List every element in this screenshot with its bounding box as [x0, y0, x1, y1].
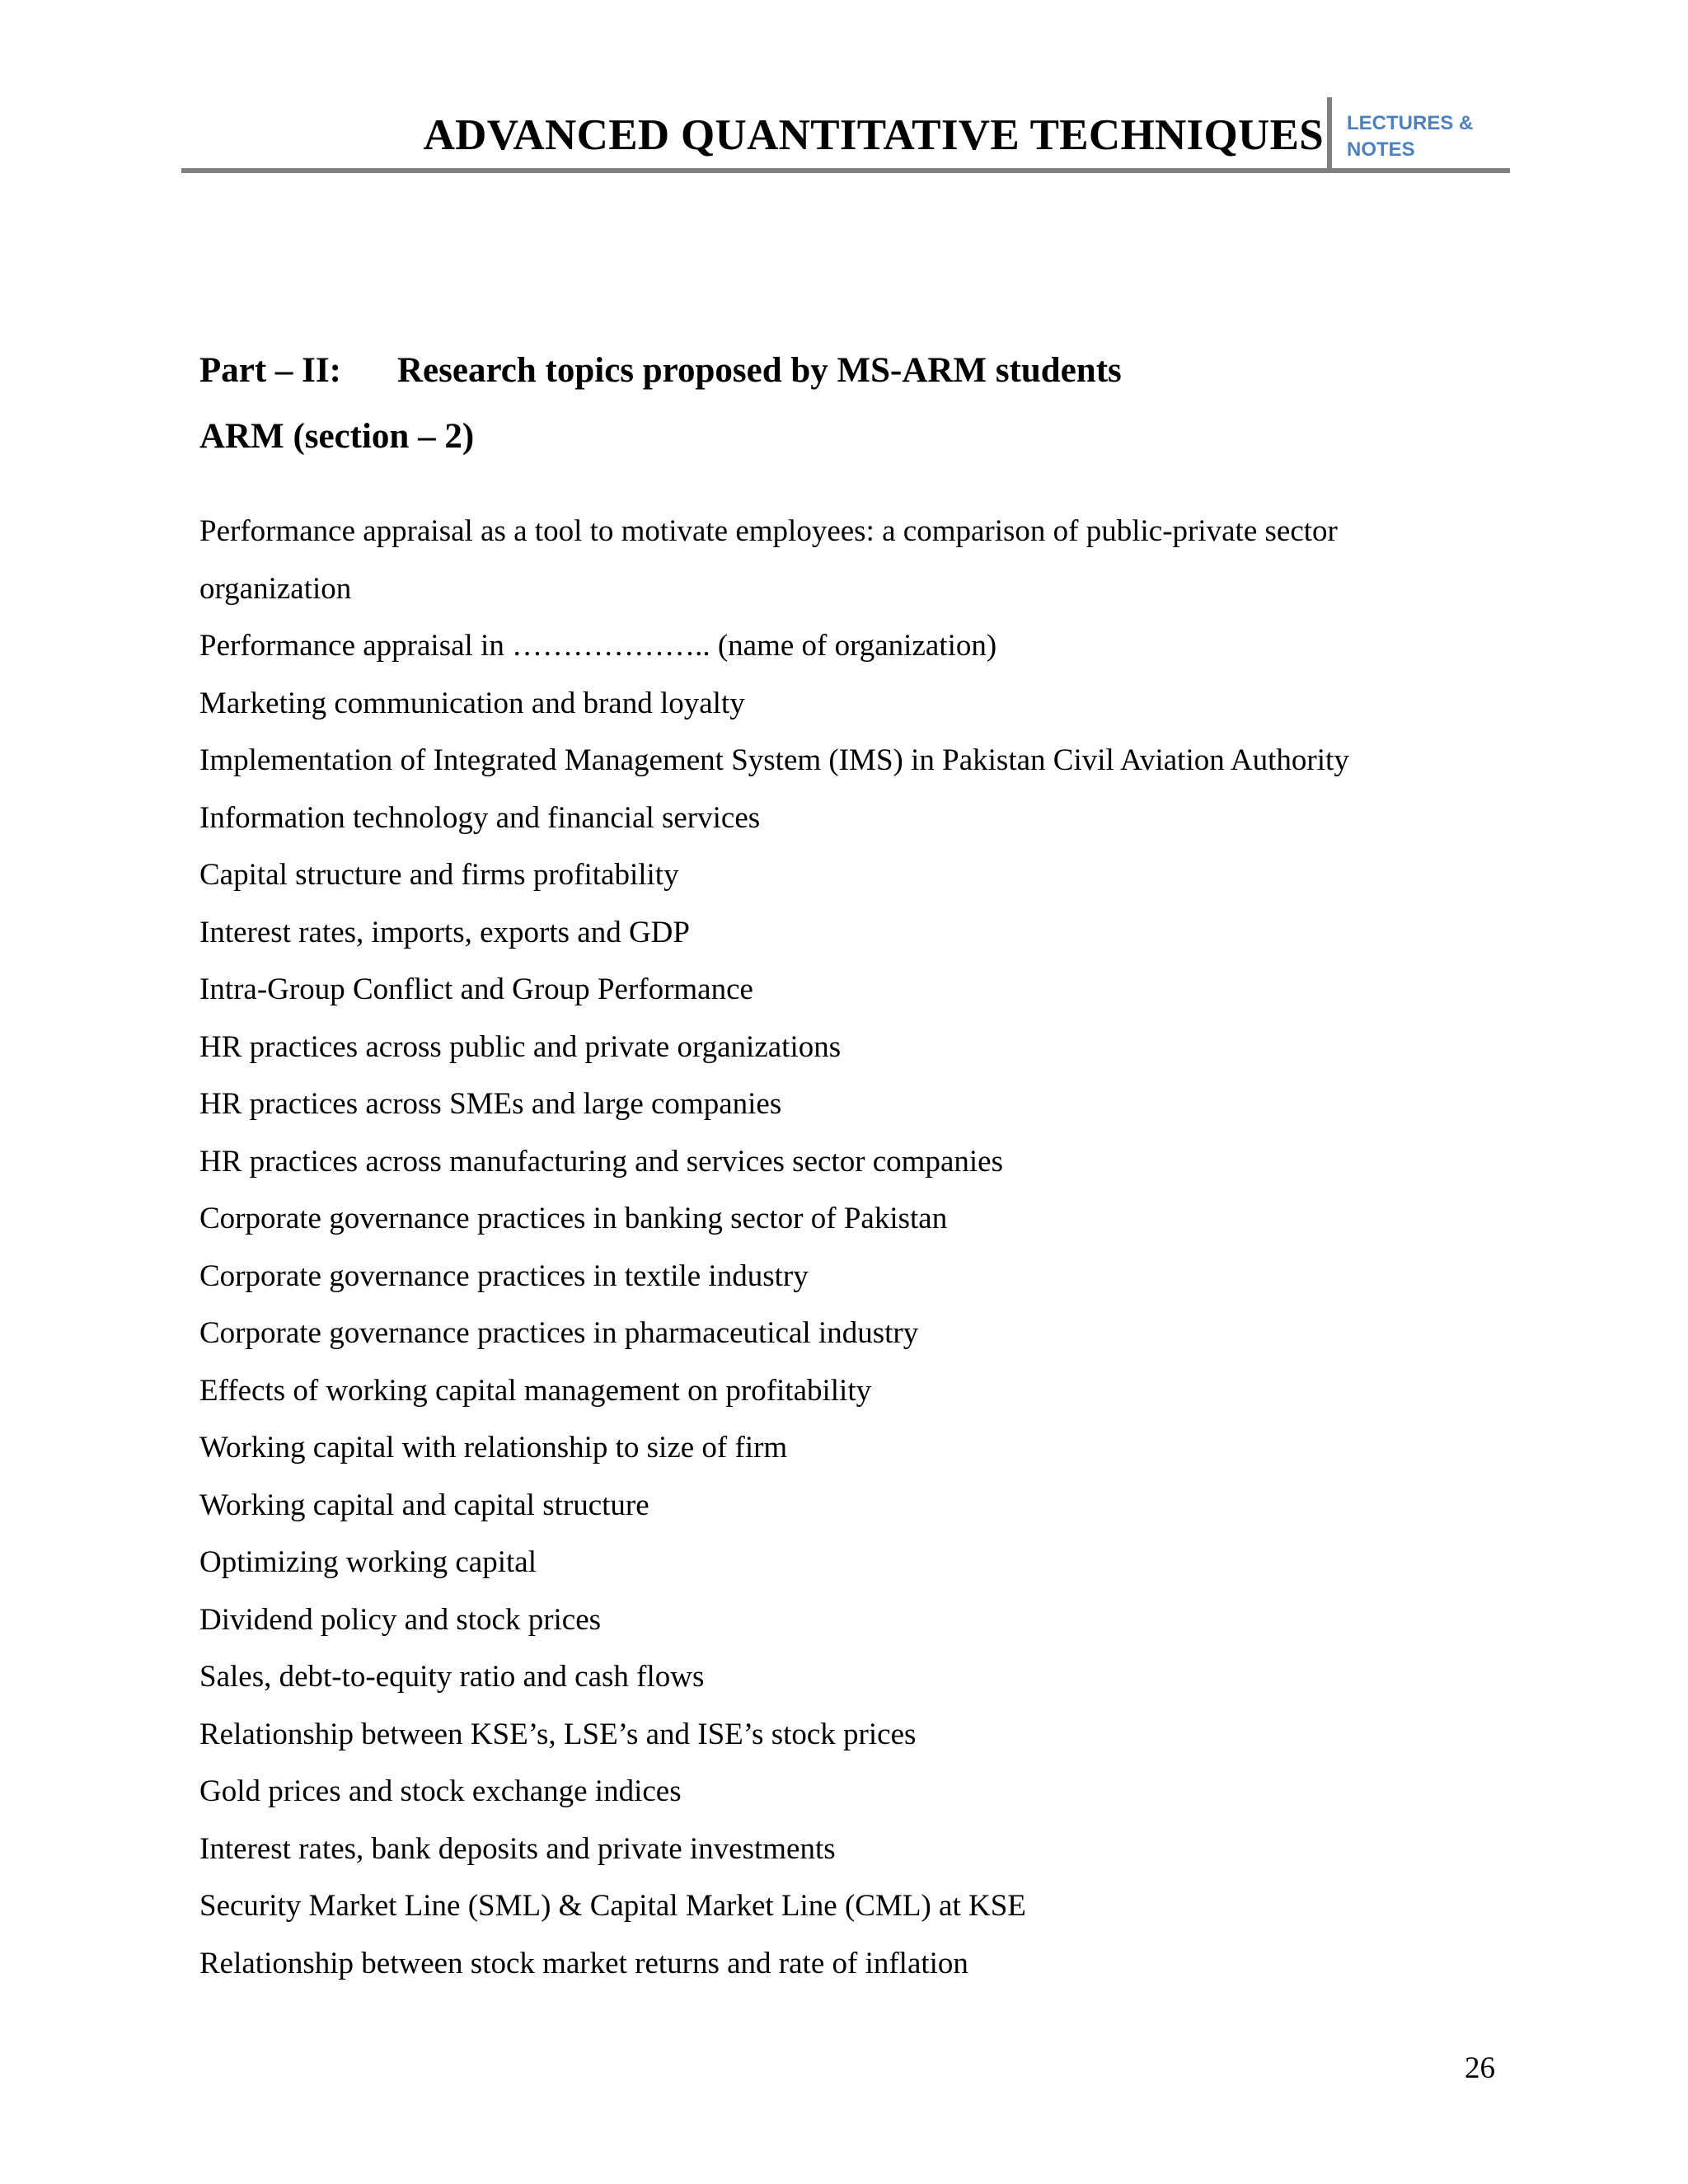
page-header [181, 97, 1510, 173]
section-heading: ARM (section – 2) [199, 417, 475, 456]
topic-item: Corporate governance practices in pharmaceutical industry [199, 1316, 919, 1350]
topic-item: Working capital with relationship to size of firm [199, 1431, 788, 1465]
header-divider [1327, 97, 1332, 173]
page-number: 26 [1465, 2051, 1495, 2085]
topic-item: Sales, debt-to-equity ratio and cash flows [199, 1660, 705, 1694]
topic-item: Optimizing working capital [199, 1545, 537, 1579]
part-heading [199, 353, 1122, 388]
header-tag-line-2: NOTES [1347, 138, 1415, 161]
topic-item: Security Market Line (SML) & Capital Market Line (CML) at KSE [199, 1889, 1026, 1923]
topic-item: HR practices across SMEs and large companies [199, 1087, 782, 1121]
research-topics-list [199, 503, 1485, 1992]
topic-item: Relationship between stock market returns and rate of inflation [199, 1946, 968, 1980]
topic-item: Dividend policy and stock prices [199, 1602, 602, 1637]
part-title: Research topics proposed by MS-ARM students [397, 351, 1122, 390]
topic-item: Relationship between KSE’s, LSE’s and ISE’s stock prices [199, 1717, 917, 1751]
topic-item: Gold prices and stock exchange indices [199, 1774, 682, 1808]
topic-item: Working capital and capital structure [199, 1488, 649, 1522]
topic-item: Effects of working capital management on profitability [199, 1373, 872, 1408]
topic-item: HR practices across manufacturing and services sector companies [199, 1144, 1003, 1179]
topic-item: Corporate governance practices in textile industry [199, 1258, 809, 1293]
topic-item: Performance appraisal in ……………….. (name of organization) [199, 629, 997, 663]
part-label: Part – II: [199, 351, 341, 390]
header-tag-line-1: LECTURES & [1347, 112, 1474, 134]
topic-item: Performance appraisal as a tool to motivate employees: a comparison of public-private sector [199, 514, 1338, 548]
header-rule [181, 168, 1510, 173]
topic-item: Intra-Group Conflict and Group Performance [199, 972, 753, 1006]
topic-item: HR practices across public and private organizations [199, 1029, 842, 1064]
topic-item: Corporate governance practices in banking sector of Pakistan [199, 1202, 948, 1235]
topic-item: Marketing communication and brand loyalty [199, 686, 745, 720]
document-title: ADVANCED QUANTITATIVE TECHNIQUES [423, 111, 1324, 159]
topic-item: Interest rates, imports, exports and GDP [199, 915, 690, 949]
topic-item: Capital structure and firms profitability [199, 858, 679, 892]
header-tag [1347, 110, 1512, 163]
topic-item: Interest rates, bank deposits and private investments [199, 1831, 836, 1866]
topic-item: Information technology and financial services [199, 800, 761, 835]
topic-item: organization [199, 571, 352, 606]
topic-item: Implementation of Integrated Management System (IMS) in Pakistan Civil Aviation Authority [199, 743, 1349, 777]
